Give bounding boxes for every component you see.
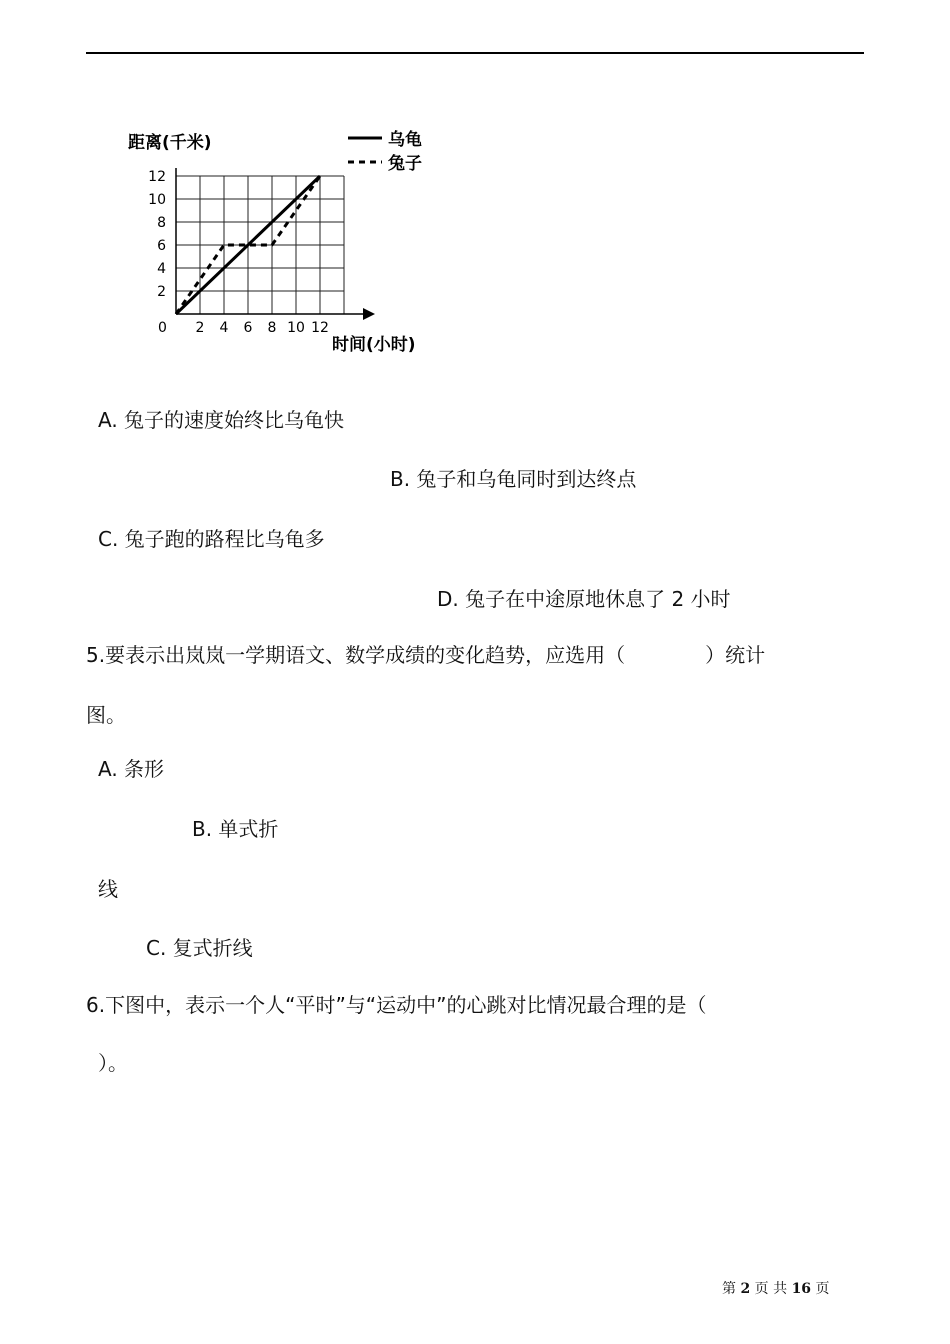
x-tick-label: 2 <box>195 320 205 336</box>
y-tick-label: 12 <box>148 169 166 185</box>
legend-label-tortoise: 乌龟 <box>388 130 422 150</box>
q4-option-a: A. 兔子的速度始终比乌龟快 <box>98 408 345 432</box>
legend-label-rabbit: 兔子 <box>388 154 422 174</box>
y-axis-label: 距离(千米) <box>128 133 212 153</box>
q5-question-line2: 图。 <box>86 703 126 727</box>
q4-option-b: B. 兔子和乌龟同时到达终点 <box>390 467 637 491</box>
page-footer <box>722 1278 830 1298</box>
q6-question-line2: ）。 <box>98 1051 128 1075</box>
legend <box>348 129 422 174</box>
footer-gong: 共 <box>773 1281 788 1297</box>
origin-label: 0 <box>158 320 167 336</box>
footer-page-number: 2 <box>740 1281 751 1297</box>
x-tick-label: 8 <box>267 320 277 336</box>
q5-option-b-cont: 线 <box>98 877 118 901</box>
footer-di: 第 <box>722 1281 736 1297</box>
header-rule <box>86 52 864 54</box>
q4-option-d: D. 兔子在中途原地休息了 2 小时 <box>437 587 731 611</box>
x-tick-label: 10 <box>287 320 305 336</box>
footer-ye2: 页 <box>815 1281 830 1297</box>
q5-question-line1: 5.要表示出岚岚一学期语文、数学成绩的变化趋势，应选用（ ）统计 <box>86 643 766 667</box>
grid <box>176 176 344 314</box>
q6-question-line1: 6.下图中，表示一个人“平时”与“运动中”的心跳对比情况最合理的是（ <box>86 993 707 1017</box>
y-tick-label: 8 <box>157 215 166 231</box>
footer-total-pages: 16 <box>791 1281 812 1297</box>
x-tick-label: 12 <box>311 320 329 336</box>
q5-option-b: B. 单式折 <box>192 817 279 841</box>
x-tick-label: 6 <box>243 320 253 336</box>
x-axis-label: 时间(小时) <box>332 335 416 355</box>
y-tick-label: 2 <box>157 284 166 300</box>
x-tick-label: 4 <box>219 320 229 336</box>
y-tick-label: 10 <box>148 192 166 208</box>
q5-option-c: C. 复式折线 <box>146 936 253 960</box>
y-tick-label: 6 <box>157 238 166 254</box>
y-tick-label: 4 <box>157 261 166 277</box>
footer-ye: 页 <box>754 1281 769 1297</box>
q4-option-c: C. 兔子跑的路程比乌龟多 <box>98 527 325 551</box>
q5-option-a: A. 条形 <box>98 757 165 781</box>
chart <box>120 118 450 368</box>
